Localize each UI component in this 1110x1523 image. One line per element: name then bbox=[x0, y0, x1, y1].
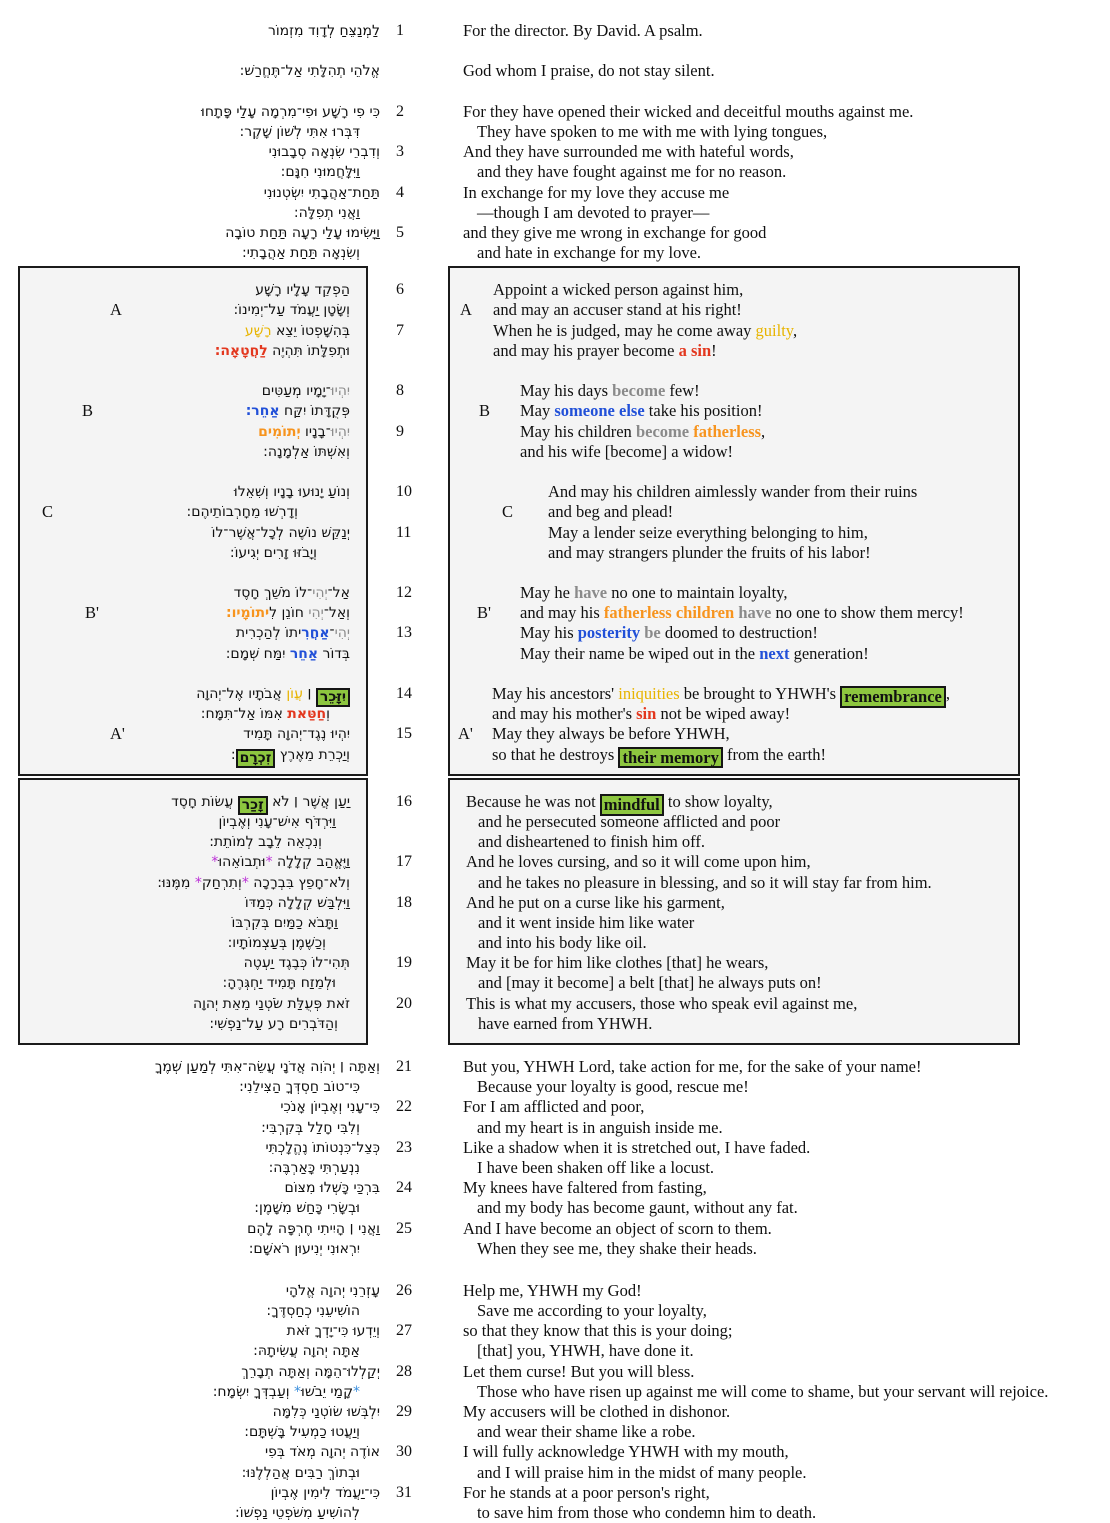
verse-number-gutter bbox=[390, 1057, 448, 1259]
english-line: to save him from those who condemn him to death. bbox=[477, 1502, 817, 1522]
section-label: A' bbox=[458, 724, 473, 744]
verse-number: 28 bbox=[396, 1362, 412, 1380]
section-label: B bbox=[479, 401, 491, 421]
green-highlight: mindful bbox=[600, 794, 664, 816]
english-line: Appoint a wicked person against him, bbox=[493, 280, 744, 300]
verse-number: 15 bbox=[396, 725, 412, 743]
keyword-gray: יְהִי bbox=[312, 585, 328, 602]
hebrew-line: כִּי־עָנִי וְאֶבְיוֹן אָנֹכִי bbox=[280, 1099, 380, 1116]
verse-number: 6 bbox=[396, 281, 404, 299]
verse-number: 3 bbox=[396, 143, 404, 161]
keyword-blue: אַחֵר: bbox=[245, 403, 280, 420]
english-line: In exchange for my love they accuse me bbox=[463, 182, 730, 202]
verse-number bbox=[396, 203, 448, 223]
keyword-gray: יְהִי bbox=[334, 625, 350, 642]
english-line bbox=[448, 82, 1110, 102]
hebrew-line: וְדָרְשׁוּ מֵחָרְבוֹתֵיהֶם: C bbox=[42, 502, 298, 522]
hebrew-line bbox=[20, 361, 366, 381]
section-label: B' bbox=[477, 603, 491, 623]
english-line: and he persecuted someone afflicted and poor bbox=[478, 811, 781, 831]
curse-recap-box-16-20 bbox=[0, 778, 1110, 1045]
hebrew-line bbox=[20, 664, 366, 684]
english-line: May his ancestors' iniquities be brought to YHWH's remembrance , bbox=[492, 684, 951, 706]
verse-number bbox=[396, 873, 448, 893]
english-line: and I will praise him in the midst of many people. bbox=[477, 1462, 807, 1482]
english-line: and disheartened to finish him off. bbox=[478, 832, 705, 852]
verse-number: 18 bbox=[396, 893, 412, 911]
verse-block-21-25 bbox=[0, 1057, 1110, 1259]
hebrew-line: וְאִשְׁתּוֹ אַלְמָנָה: bbox=[263, 443, 350, 460]
keyword-blue: next bbox=[759, 643, 790, 663]
hebrew-line: אוֹדֶה יְהוָה מְאֹד בְּפִי bbox=[264, 1444, 380, 1461]
verse-number bbox=[396, 644, 448, 664]
english-line: and may an accuser stand at his right! A bbox=[460, 300, 742, 320]
hebrew-line: יִזָּכֵר ׀ עֲוֺן אֲבֹתָיו אֶל־יְהוָה bbox=[20, 684, 366, 704]
keyword-gold: עֲוֺן bbox=[286, 686, 303, 702]
verse-number bbox=[396, 341, 448, 361]
english-line bbox=[450, 664, 1018, 684]
hebrew-line: וְנִכְאֵה לֵבָב לְמוֹתֵת: bbox=[209, 834, 322, 851]
green-highlight: זָכַר bbox=[238, 796, 268, 815]
verse-number bbox=[396, 401, 448, 421]
section-label: B' bbox=[85, 603, 99, 623]
hebrew-line: וְנוֹעַ יָנוּעוּ בָנָיו וְשִׁאֵלוּ bbox=[233, 484, 350, 501]
english-line: When he is judged, may he come away guilty, bbox=[493, 320, 798, 340]
verse-number bbox=[396, 502, 448, 522]
green-highlight: their memory bbox=[618, 747, 722, 769]
verse-number: 31 bbox=[396, 1483, 412, 1501]
english-line: May he have no one to maintain loyalty, bbox=[520, 583, 788, 603]
english-line: May his days become few! bbox=[520, 381, 700, 401]
hebrew-line: זֹאת פְּעֻלַּת שֹׂטְנַי מֵאֵת יְהוָה bbox=[192, 995, 350, 1012]
english-line: and wear their shame like a robe. bbox=[477, 1422, 696, 1442]
hebrew-line: וְכַשֶּׁמֶן בְּעַצְמוֹתָיו: bbox=[227, 935, 326, 952]
hebrew-line: וַאֲנִי תְפִלָּה: bbox=[293, 204, 360, 221]
verse-number bbox=[396, 41, 448, 61]
hebrew-line bbox=[20, 563, 366, 583]
verse-number: 16 bbox=[396, 792, 412, 810]
hebrew-column bbox=[0, 266, 390, 776]
english-line: Those who have risen up against me will come to shame, but your servant will rejoice. bbox=[477, 1381, 1049, 1401]
hebrew-line: וְהַדֹּבְרִים רָע עַל־נַפְשִׁי: bbox=[209, 1015, 338, 1032]
hebrew-line: וְשָׂטָן יַעֲמֹד עַל־יְמִינוֹ: A bbox=[110, 300, 350, 320]
hebrew-line: לְהוֹשִׁיעַ מִשֹּׁפְטֵי נַפְשׁוֹ: bbox=[235, 1504, 360, 1521]
keyword-gray: יִהְיוּ bbox=[330, 423, 350, 440]
hebrew-line: יִרְאוּנִי יְנִיעוּן רֹאשָׁם: bbox=[248, 1240, 360, 1257]
hebrew-text-box bbox=[18, 778, 368, 1045]
english-line: and may his prayer become a sin! bbox=[493, 340, 717, 360]
verse-number: 5 bbox=[396, 223, 404, 241]
english-line: May a lender seize everything belonging to him, bbox=[548, 522, 868, 542]
english-line: and his wife [become] a widow! bbox=[520, 441, 734, 461]
english-line: And they have surrounded me with hateful words, bbox=[463, 142, 794, 162]
keyword-red: sin bbox=[636, 704, 657, 724]
english-line: so that they know that this is your doing; bbox=[463, 1321, 733, 1341]
keyword-blue: אַחֲרִ bbox=[301, 625, 330, 642]
hebrew-line: לַמְנַצֵּחַ לְדָוִד מִזְמוֹר bbox=[267, 23, 380, 39]
english-line: I have been shaken off like a locust. bbox=[477, 1157, 715, 1177]
verse-number bbox=[396, 122, 448, 142]
english-line: May his posterity be doomed to destruction! bbox=[520, 623, 818, 643]
verse-number bbox=[396, 1198, 448, 1218]
verse-number bbox=[396, 462, 448, 482]
hebrew-line: יַעַן אֲשֶׁר ׀ לֹא זָכַר עֲשׂוֹת חָסֶד bbox=[20, 792, 366, 812]
hebrew-column bbox=[0, 1057, 390, 1259]
hebrew-line: כִּי־טוֹב חַסְדְּךָ הַצִּילֵנִי: bbox=[239, 1079, 360, 1096]
hebrew-line: וּבְתוֹךְ רַבִּים אֲהַלְלֶנּוּ: bbox=[241, 1464, 360, 1481]
english-column bbox=[448, 1057, 1110, 1259]
verse-number: 17 bbox=[396, 853, 412, 871]
hebrew-line: וְדִבְרֵי שִׂנְאָה סְבָבוּנִי bbox=[268, 144, 380, 161]
english-line: For the director. By David. A psalm. bbox=[463, 21, 703, 40]
verse-number: 23 bbox=[396, 1138, 412, 1156]
english-line: And may his children aimlessly wander from their ruins bbox=[548, 482, 918, 502]
keyword-orange: יתוֹמָיו: bbox=[225, 605, 270, 622]
keyword-red: חַטַּאת bbox=[287, 706, 327, 723]
english-line: May his children become fatherless, bbox=[520, 421, 766, 441]
verse-number bbox=[396, 973, 448, 993]
verse-number bbox=[396, 1118, 448, 1138]
english-line: Help me, YHWH my God! bbox=[463, 1280, 642, 1300]
hebrew-line: יִלְבְּשׁוּ שׂוֹטְנַי כְּלִמָּה bbox=[272, 1404, 380, 1420]
section-label: B bbox=[82, 401, 94, 421]
hebrew-line: יְנַקֵּשׁ נוֹשֶׁה לְכָל־אֲשֶׁר־לוֹ bbox=[211, 524, 350, 541]
hebrew-line: וְלֹא־חָפֵץ בִּבְרָכָה *וְתִרְחַק* מִמֶּנּוּ: bbox=[157, 874, 350, 891]
hebrew-line: וְלִבִּי חָלַל בְּקִרְבִּי: bbox=[261, 1119, 360, 1136]
verse-number: 24 bbox=[396, 1179, 412, 1197]
hebrew-column bbox=[0, 1281, 390, 1523]
verse-number bbox=[396, 543, 448, 563]
hebrew-line: *קָמַי יֵבֹשׁוּ* וְעַבְדְּךָ יִשְׂמָח: bbox=[212, 1383, 360, 1400]
hebrew-text-box bbox=[18, 266, 368, 776]
green-highlight: remembrance bbox=[840, 686, 946, 708]
hebrew-line: וְאַתָּה ׀ יְהֹוִה אֲדֹנָי עֲשֵׂה־אִתִּי לְמַעַן שְׁמֶךָ bbox=[154, 1059, 380, 1075]
hebrew-line: וְיֵדְעוּ כִּי־יָדְךָ זֹּאת bbox=[286, 1323, 380, 1340]
english-line: And he loves cursing, and so it will come upon him, bbox=[466, 852, 811, 872]
english-line: and may strangers plunder the fruits of his labor! bbox=[548, 542, 871, 562]
keyword-gold: iniquities bbox=[618, 684, 680, 703]
verse-number bbox=[396, 603, 448, 623]
verse-number: 12 bbox=[396, 584, 412, 602]
hebrew-line: אַל־יְהִי־לוֹ מֹשֵׁךְ חָסֶד bbox=[233, 585, 350, 602]
english-line: and it went inside him like water bbox=[478, 912, 695, 932]
ketiv-qere-asterisk: * bbox=[241, 874, 249, 891]
section-label: A bbox=[110, 300, 122, 320]
ketiv-qere-asterisk: * bbox=[194, 874, 202, 891]
hebrew-line: יִהְיוּ נֶגֶד־יְהוָה תָּמִיד A' bbox=[110, 724, 350, 744]
verse-number bbox=[396, 745, 448, 765]
hebrew-line: כִּי פִי רָשָׁע וּפִי־מִרְמָה עָלַי פָּתָחוּ bbox=[201, 103, 380, 120]
hebrew-line: וְיָבֹזּוּ זָרִים יְגִיעוֹ: bbox=[229, 544, 317, 561]
english-line: [that] you, YHWH, have done it. bbox=[477, 1341, 694, 1361]
english-line: And I have become an object of scorn to them. bbox=[463, 1218, 772, 1238]
verse-number: 10 bbox=[396, 483, 412, 501]
hebrew-line: כִּי־יַעֲמֹד לִימִין אֶבְיוֹן bbox=[270, 1484, 380, 1501]
hebrew-line: וְשִׂנְאָה תַּחַת אַהֲבָתִי: bbox=[242, 245, 360, 262]
verse-number bbox=[396, 300, 448, 320]
english-line: Because your loyalty is good, rescue me! bbox=[477, 1077, 749, 1097]
keyword-grayb: have bbox=[738, 603, 772, 623]
verse-number bbox=[396, 563, 448, 583]
verse-number-gutter bbox=[390, 21, 448, 263]
verse-number bbox=[396, 1077, 448, 1097]
hebrew-line: הַפְקֵד עָלָיו רָשָׁע bbox=[255, 282, 350, 299]
hebrew-line: יְקַלְלוּ־הֵמָּה וְאַתָּה תְבָרֵךְ bbox=[241, 1363, 380, 1380]
verse-number bbox=[396, 361, 448, 381]
verse-number bbox=[396, 162, 448, 182]
english-line: May it be for him like clothes [that] he wears, bbox=[466, 953, 769, 973]
hebrew-line: וּתְפִלָּתוֹ תִּהְיֶה לַחֲטָאָה: bbox=[214, 342, 350, 359]
english-line: and may his mother's sin not be wiped away! bbox=[492, 704, 791, 724]
verse-number-gutter bbox=[390, 1281, 448, 1523]
chiasm-box-6-15 bbox=[0, 266, 1110, 776]
english-line: For I am afflicted and poor, bbox=[463, 1097, 645, 1117]
english-line: This is what my accusers, those who speak evil against me, bbox=[466, 993, 858, 1013]
verse-number bbox=[396, 664, 448, 684]
verse-number bbox=[396, 82, 448, 102]
section-label: A bbox=[460, 300, 472, 320]
verse-number: 8 bbox=[396, 382, 404, 400]
english-line bbox=[448, 41, 1110, 61]
hebrew-column bbox=[0, 21, 390, 263]
hebrew-line: יִהְיוּ־יָמָיו מְעַטִּים bbox=[261, 383, 350, 400]
hebrew-line: הוֹשִׁיעֵנִי כְחַסְדֶּךָ: bbox=[266, 1303, 360, 1320]
verse-number bbox=[396, 243, 448, 263]
hebrew-line: עָזְרֵנִי יְהוָה אֱלֹהָי bbox=[285, 1282, 380, 1299]
english-text-box bbox=[448, 778, 1020, 1045]
english-line: My accusers will be clothed in dishonor. bbox=[463, 1402, 731, 1421]
hebrew-line: בְּדוֹר אַחֵר יִמַּח שְׁמָם: bbox=[225, 645, 350, 662]
english-line: and my body has become gaunt, without any fat. bbox=[477, 1198, 798, 1218]
verse-number: 4 bbox=[396, 183, 404, 201]
verse-block-1-5 bbox=[0, 21, 1110, 263]
keyword-red: לַחֲטָאָה: bbox=[214, 342, 268, 359]
hebrew-line: וְחַטַּאת אִמּוֹ אַל־תִּמָּח: bbox=[200, 706, 330, 723]
english-line: Like a shadow when it is stretched out, I have faded. bbox=[463, 1137, 811, 1157]
ketiv-qere-asterisk: * bbox=[265, 854, 273, 871]
verse-block-26-31 bbox=[0, 1281, 1110, 1523]
keyword-blue: אַחֵר bbox=[289, 645, 319, 662]
verse-number: 26 bbox=[396, 1281, 412, 1299]
hebrew-line: וַתָּבֹא כַמַּיִם בְּקִרְבּוֹ bbox=[231, 914, 338, 931]
english-column bbox=[448, 21, 1110, 263]
keyword-gold: רָשָׁע bbox=[244, 322, 272, 339]
verse-number bbox=[396, 933, 448, 953]
verse-number bbox=[396, 1158, 448, 1178]
keyword-blue: posterity bbox=[577, 623, 641, 643]
hebrew-line: יְהִי־אַחֲרִיתוֹ לְהַכְרִית bbox=[235, 625, 350, 642]
hebrew-line: בִּרְכַּי כָּשְׁלוּ מִצּוֹם bbox=[284, 1180, 380, 1197]
english-text-box bbox=[448, 266, 1020, 776]
english-line: For he stands at a poor person's right, bbox=[463, 1482, 710, 1502]
hebrew-line: יִהְיוּ־בָנָיו יְתוֹמִים bbox=[258, 423, 350, 440]
hebrew-line: אֱלֹהֵי תְהִלָּתִי אַל־תֶּחֱרַשׁ: bbox=[239, 63, 380, 80]
ketiv-qere-asterisk: * bbox=[211, 854, 219, 871]
english-line: Because he was not mindful to show loyalty, bbox=[466, 791, 773, 814]
verse-number bbox=[396, 913, 448, 933]
verse-number bbox=[396, 1014, 448, 1034]
green-highlight: יִזָּכֵר bbox=[316, 688, 350, 707]
keyword-blue: someone else bbox=[554, 401, 645, 421]
english-column bbox=[448, 778, 1110, 1045]
hebrew-line: כְּצֵל־כִּנְטוֹתוֹ נֶהֱלָכְתִּי bbox=[265, 1139, 380, 1156]
english-line: Save me according to your loyalty, bbox=[477, 1301, 707, 1321]
hebrew-line bbox=[20, 462, 366, 482]
keyword-orange: יְתוֹמִים bbox=[258, 423, 301, 440]
hebrew-line: וּבְשָׂרִי כָּחַשׁ מִשָּׁמֶן: bbox=[254, 1200, 360, 1217]
english-line: have earned from YHWH. bbox=[478, 1013, 653, 1033]
hebrew-line: וְאַל־יְהִי חוֹנֵן לִיתוֹמָיו: B' bbox=[85, 603, 350, 623]
hebrew-line: דִּבְּרוּ אִתִּי לְשׁוֹן שָׁקֶר: bbox=[239, 123, 360, 140]
hebrew-line: תְּהִי־לוֹ כְּבֶגֶד יַעְטֶה bbox=[243, 955, 350, 972]
verse-number: 21 bbox=[396, 1058, 412, 1075]
verse-number bbox=[396, 1239, 448, 1259]
english-line bbox=[450, 563, 1018, 583]
verse-number: 2 bbox=[396, 102, 404, 120]
english-line: and beg and plead! C bbox=[502, 502, 674, 522]
english-line: and they have fought against me for no reason. bbox=[477, 162, 787, 182]
keyword-gray: יִהְיוּ bbox=[330, 383, 350, 400]
english-line: Let them curse! But you will bless. bbox=[463, 1361, 695, 1381]
english-line: and into his body like oil. bbox=[478, 933, 647, 953]
verse-number: 25 bbox=[396, 1219, 412, 1237]
hebrew-line: פְּקֻדָּתוֹ יִקַּח אַחֵר: B bbox=[82, 401, 350, 421]
verse-number bbox=[396, 832, 448, 852]
hebrew-line: וְיַכְרֵת מֵאֶרֶץ זִכְרָם: bbox=[20, 745, 366, 765]
hebrew-line bbox=[0, 82, 390, 102]
hebrew-line: וּלְמֵזַח תָּמִיד יַחְגְּרֶהָ: bbox=[222, 975, 336, 992]
section-label: A' bbox=[110, 724, 125, 744]
verse-number bbox=[396, 1463, 448, 1483]
verse-number: 7 bbox=[396, 321, 404, 339]
hebrew-line: בְּהִשָּׁפְטוֹ יֵצֵא רָשָׁע bbox=[244, 322, 350, 339]
english-line: and hate in exchange for my love. bbox=[477, 243, 702, 263]
verse-number: 27 bbox=[396, 1322, 412, 1340]
verse-number bbox=[396, 1382, 448, 1402]
english-line: They have spoken to me with me with lying tongues, bbox=[477, 121, 828, 141]
english-line: and they give me wrong in exchange for good bbox=[463, 222, 767, 242]
hebrew-line: וַיִּלְבַּשׁ קְלָלָה כְּמַדּוֹ bbox=[244, 894, 350, 911]
hebrew-line: וְיַעֲטוּ כַמְעִיל בָּשְׁתָּם: bbox=[244, 1424, 360, 1441]
english-line: For they have opened their wicked and deceitful mouths against me. bbox=[463, 101, 914, 121]
verse-number bbox=[396, 1503, 448, 1523]
english-line bbox=[450, 462, 1018, 482]
english-line: But you, YHWH Lord, take action for me, for the sake of your name! bbox=[463, 1057, 922, 1076]
verse-number: 1 bbox=[396, 22, 404, 39]
keyword-orange: fatherless bbox=[693, 421, 762, 441]
english-line: My knees have faltered from fasting, bbox=[463, 1178, 707, 1198]
hebrew-line: וַיֶּאֱהַב קְלָלָה *וּתְבוֹאֵהוּ* bbox=[211, 854, 350, 871]
hebrew-column bbox=[0, 778, 390, 1045]
verse-number bbox=[396, 1341, 448, 1361]
english-line: and [may it become] a belt [that] he always puts on! bbox=[478, 973, 822, 993]
verse-number bbox=[396, 61, 448, 81]
english-line: God whom I praise, do not stay silent. bbox=[463, 61, 715, 81]
verse-number bbox=[396, 704, 448, 724]
keyword-grayb: have bbox=[574, 583, 608, 603]
verse-number-gutter bbox=[390, 778, 448, 1034]
hebrew-line: תַּחַת־אַהֲבָתִי יִשְׂטְנוּנִי bbox=[263, 184, 380, 201]
verse-number: 14 bbox=[396, 685, 412, 702]
verse-number: 29 bbox=[396, 1403, 412, 1420]
english-line: so that he destroys their memory from the earth! bbox=[492, 744, 826, 767]
section-label: C bbox=[42, 502, 54, 522]
hebrew-line bbox=[0, 41, 390, 61]
section-label: C bbox=[502, 502, 514, 522]
hebrew-line: אַתָּה יְהוָה עֲשִׂיתָהּ: bbox=[253, 1343, 360, 1360]
english-line: I will fully acknowledge YHWH with my mouth, bbox=[463, 1442, 789, 1462]
english-line: and may his fatherless children have no one to show them mercy! B' bbox=[477, 603, 964, 623]
hebrew-line: וַיִּלָּחֲמוּנִי חִנָּם: bbox=[280, 164, 360, 181]
english-line bbox=[450, 361, 1018, 381]
verse-number-gutter bbox=[390, 266, 448, 765]
keyword-grayb: be bbox=[644, 623, 661, 643]
english-line: and he takes no pleasure in blessing, and so it will stay far from him. bbox=[478, 872, 932, 892]
english-line: May someone else take his position! B bbox=[479, 401, 763, 421]
english-line: When they see me, they shake their heads. bbox=[477, 1238, 757, 1258]
verse-number: 9 bbox=[396, 422, 404, 440]
keyword-orange: fatherless children bbox=[603, 603, 735, 623]
english-line: May they always be before YHWH, A' bbox=[458, 724, 730, 744]
keyword-red: a sin bbox=[678, 340, 712, 360]
verse-number: 11 bbox=[396, 523, 412, 541]
keyword-grayb: become bbox=[612, 381, 666, 401]
verse-number: 30 bbox=[396, 1443, 412, 1461]
hebrew-line: וַיָּשִׂימוּ עָלַי רָעָה תַּחַת טוֹבָה bbox=[225, 224, 380, 241]
verse-number bbox=[396, 812, 448, 832]
ketiv-qere-asterisk: * bbox=[353, 1383, 360, 1400]
verse-number: 19 bbox=[396, 954, 412, 972]
verse-number bbox=[396, 1301, 448, 1321]
verse-number: 20 bbox=[396, 994, 412, 1012]
english-column bbox=[448, 266, 1110, 776]
verse-number: 22 bbox=[396, 1098, 412, 1116]
english-line: and my heart is in anguish inside me. bbox=[477, 1117, 723, 1137]
verse-number bbox=[396, 442, 448, 462]
english-column bbox=[448, 1281, 1110, 1523]
keyword-grayb: become bbox=[635, 421, 690, 441]
ketiv-qere-asterisk: * bbox=[294, 1383, 302, 1400]
english-line: And he put on a curse like his garment, bbox=[466, 892, 725, 912]
english-line: May their name be wiped out in the next generation! bbox=[520, 643, 869, 663]
hebrew-line: וַיִּרְדֹּף אִישׁ־עָנִי וְאֶבְיוֹן bbox=[218, 813, 336, 830]
english-line: —though I am devoted to prayer— bbox=[477, 202, 710, 222]
verse-number bbox=[396, 1422, 448, 1442]
green-highlight: זִכְרָם bbox=[236, 749, 276, 768]
hebrew-line: נִנְעַרְתִּי כָּאַרְבֶּה: bbox=[268, 1159, 360, 1176]
keyword-gray: יְהִי bbox=[308, 605, 324, 622]
keyword-gold: guilty bbox=[755, 320, 793, 340]
verse-number: 13 bbox=[396, 624, 412, 642]
hebrew-line: וַאֲנִי ׀ הָיִיתִי חֶרְפָּה לָהֶם bbox=[247, 1220, 380, 1237]
